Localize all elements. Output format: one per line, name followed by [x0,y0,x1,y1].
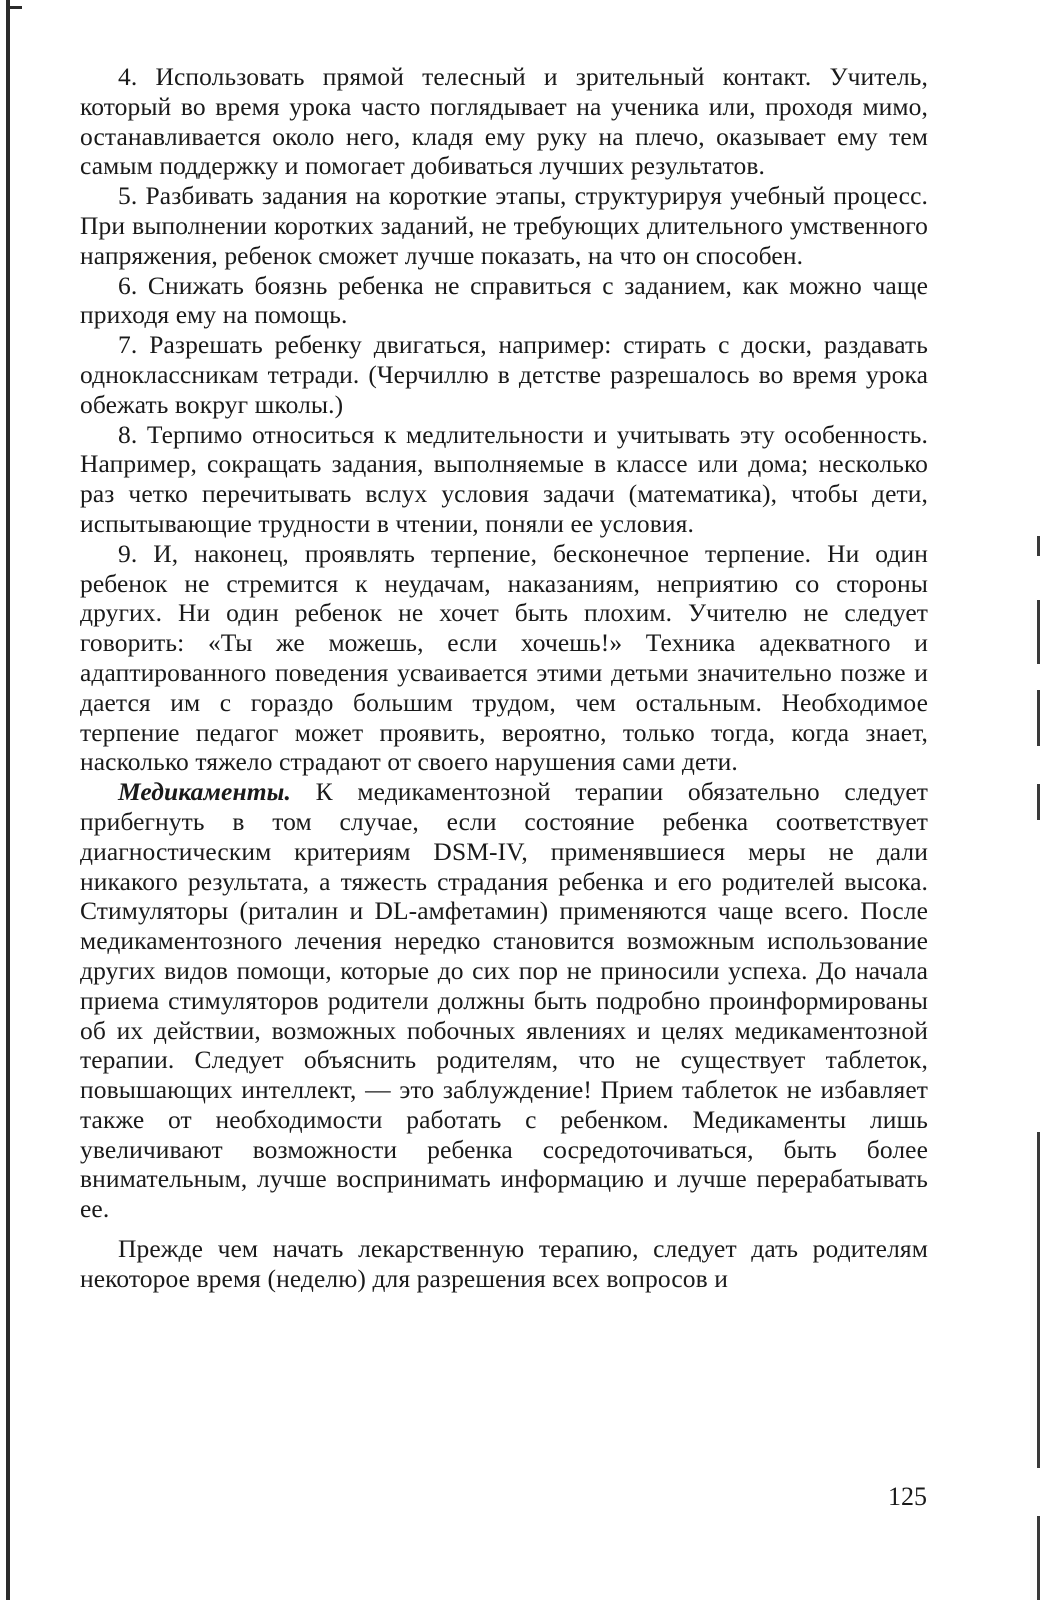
page-body [80,62,928,1542]
scan-left-edge [6,0,10,1600]
scan-right-edge-mark [1037,784,1040,820]
medications-paragraph [80,777,928,1224]
scan-right-edge-mark [1037,1516,1040,1600]
final-paragraph: Прежде чем начать лекарственную терапию, следует дать родителям некоторое время (неделю) для разрешения всех вопросов и [80,1234,928,1293]
list-item-4: 4. Использовать прямой телесный и зрительный контакт. Учитель, который во время урока часто поглядывает на ученика или, проходя мимо, останавливается около него, кладя ему руку на плечо, оказывает ему тем самым поддержку и помогает добиваться лучших результатов. [80,62,928,181]
medications-heading: Медикаменты. [118,777,291,807]
scan-right-edge-mark [1037,536,1040,556]
scan-left-edge-notch [10,6,22,9]
page-number: 125 [888,1482,927,1511]
list-item-9: 9. И, наконец, проявлять терпение, бесконечное терпение. Ни один ребенок не стремится к неудачам, наказаниям, неприятию со стороны других. Ни один ребенок не хочет быть плохим. Учителю не следует говорить: «Ты же можешь, если хочешь!» Техника адекватного и адаптированного поведения усваивается этими детьми значительно позже и дается им с гораздо большим трудом, чем остальным. Необходимое терпение педагог может проявить, вероятно, только тогда, когда знает, насколько тяжело страдают от своего нарушения сами дети. [80,538,928,777]
scan-right-edge-mark [1037,690,1040,746]
scan-right-edge-mark [1037,1132,1040,1468]
medications-text: К медикаментозной терапии обязательно следует прибегнуть в том случае, если состояние ребенка соответствует диагностическим критериям DSM-IV, применявшиеся меры не дали никакого результата, а тяжесть страдания ребенка и его родителей высока. Стимуляторы (риталин и DL-амфетамин) применяются чаще всего. После медикаментозного лечения нередко становится возможным использование других видов помощи, которые до сих пор не приносили успеха. До начала приема стимуляторов родители должны быть подробно проинформированы об их действии, возможных побочных явлениях и целях медикаментозной терапии. Следует объяснить родителям, что не существует таблеток, повышающих интеллект, — это заблуждение! Прием таблеток не избавляет также от необходимости работать с ребенком. Медикаменты лишь увеличивают возможности ребенка сосредоточиваться, быть более внимательным, лучше воспринимать информацию и лучше перерабатывать ее. [80,777,928,1224]
list-item-8: 8. Терпимо относиться к медлительности и учитывать эту особенность. Например, сокращать задания, выполняемые в классе или дома; несколько раз четко перечитывать вслух условия задачи (математика), чтобы дети, испытывающие трудности в чтении, поняли ее условия. [80,419,928,538]
list-item-6: 6. Снижать боязнь ребенка не справиться с заданием, как можно чаще приходя ему на помощь. [80,270,928,330]
scan-right-edge-mark [1037,600,1040,664]
list-item-5: 5. Разбивать задания на короткие этапы, структурируя учебный процесс. При выполнении коротких заданий, не требующих длительного умственного напряжения, ребенок сможет лучше показать, на что он способен. [80,181,928,270]
list-item-7: 7. Разрешать ребенку двигаться, например: стирать с доски, раздавать одноклассникам тетради. (Черчиллю в детстве разрешалось во время урока обежать вокруг школы.) [80,330,928,419]
